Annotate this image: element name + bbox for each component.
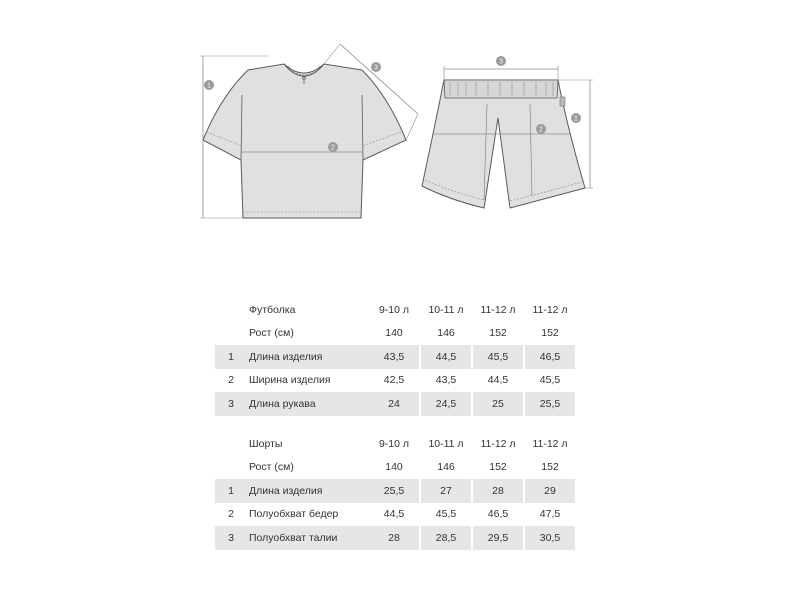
cell-value: 30,5: [525, 526, 575, 550]
tshirt-sleeve-tick-a: [324, 44, 340, 64]
row-number: 1: [215, 479, 247, 503]
size-header: 9-10 л: [378, 303, 410, 316]
table-header-row: [215, 432, 575, 456]
cell-value: 24: [369, 392, 419, 416]
svg-text:3: 3: [499, 58, 503, 66]
svg-text:1: 1: [207, 82, 211, 90]
cell-value: 152: [489, 327, 507, 340]
table-row: [215, 479, 575, 503]
row-label: Длина изделия: [247, 479, 369, 503]
cell-value: 140: [385, 327, 403, 340]
svg-text:2: 2: [539, 126, 543, 134]
size-header: 11-12 л: [532, 303, 568, 316]
row-label: Длина изделия: [247, 345, 369, 369]
row-number: 1: [215, 345, 247, 369]
cell-value: 140: [385, 461, 403, 474]
size-header: 11-12 л: [480, 437, 516, 450]
table-row: [215, 456, 575, 480]
cell-value: 42,5: [383, 374, 405, 387]
table-title: Шорты: [249, 437, 283, 450]
cell-value: 46,5: [487, 508, 509, 521]
cell-value: 152: [489, 461, 507, 474]
tshirt-size-table: [215, 298, 575, 416]
cell-value: 45,5: [435, 508, 457, 521]
table-row: [215, 392, 575, 416]
cell-value: 29: [525, 479, 575, 503]
cell-value: 25,5: [525, 392, 575, 416]
shorts-label-tag: [560, 97, 565, 106]
shorts-hip-marker: [536, 124, 546, 134]
cell-value: 45,5: [539, 374, 561, 387]
row-number: 2: [228, 508, 234, 521]
shorts-size-table: [215, 432, 575, 550]
row-number: 3: [215, 526, 247, 550]
shorts-waist-marker: [496, 56, 506, 66]
cell-value: 146: [437, 461, 455, 474]
cell-value: 43,5: [435, 374, 457, 387]
size-header: 11-12 л: [480, 303, 516, 316]
table-row: [215, 322, 575, 346]
size-header: 10-11 л: [428, 303, 464, 316]
cell-value: 44,5: [421, 345, 471, 369]
tshirt-drawing: [200, 44, 418, 218]
row-label: Длина рукава: [247, 392, 369, 416]
table-row: [215, 369, 575, 393]
garment-illustrations: [0, 0, 800, 260]
shorts-waistband: [444, 80, 558, 98]
svg-text:3: 3: [374, 64, 378, 72]
tshirt-sleeve-marker: [371, 62, 381, 72]
cell-value: 28: [369, 526, 419, 550]
cell-value: 28,5: [421, 526, 471, 550]
row-label: Рост (см): [249, 461, 294, 474]
cell-value: 24,5: [421, 392, 471, 416]
cell-value: 152: [541, 327, 559, 340]
tshirt-width-marker: [328, 142, 338, 152]
cell-value: 45,5: [473, 345, 523, 369]
cell-value: 47,5: [539, 508, 561, 521]
cell-value: 46,5: [525, 345, 575, 369]
row-label: Ширина изделия: [249, 374, 331, 387]
size-header: 11-12 л: [532, 437, 568, 450]
row-number: 2: [228, 374, 234, 387]
cell-value: 29,5: [473, 526, 523, 550]
cell-value: 27: [421, 479, 471, 503]
row-number: 3: [215, 392, 247, 416]
tshirt-length-marker: [204, 80, 214, 90]
table-row: [215, 526, 575, 550]
cell-value: 152: [541, 461, 559, 474]
shorts-length-marker: [571, 113, 581, 123]
row-label: Рост (см): [249, 327, 294, 340]
cell-value: 44,5: [383, 508, 405, 521]
cell-value: 44,5: [487, 374, 509, 387]
cell-value: 28: [473, 479, 523, 503]
row-label: Полуобхват бедер: [249, 508, 339, 521]
tshirt-body: [203, 64, 406, 218]
cell-value: 146: [437, 327, 455, 340]
row-label: Полуобхват талии: [247, 526, 369, 550]
table-header-row: [215, 298, 575, 322]
table-row: [215, 503, 575, 527]
size-header: 10-11 л: [428, 437, 464, 450]
table-row: [215, 345, 575, 369]
svg-text:2: 2: [331, 144, 335, 152]
shorts-drawing: [422, 56, 593, 208]
cell-value: 43,5: [369, 345, 419, 369]
table-title: Футболка: [249, 303, 296, 316]
cell-value: 25: [473, 392, 523, 416]
size-header: 9-10 л: [378, 437, 410, 450]
tshirt-sleeve-tick-b: [406, 114, 418, 140]
svg-text:1: 1: [574, 115, 578, 123]
cell-value: 25,5: [369, 479, 419, 503]
